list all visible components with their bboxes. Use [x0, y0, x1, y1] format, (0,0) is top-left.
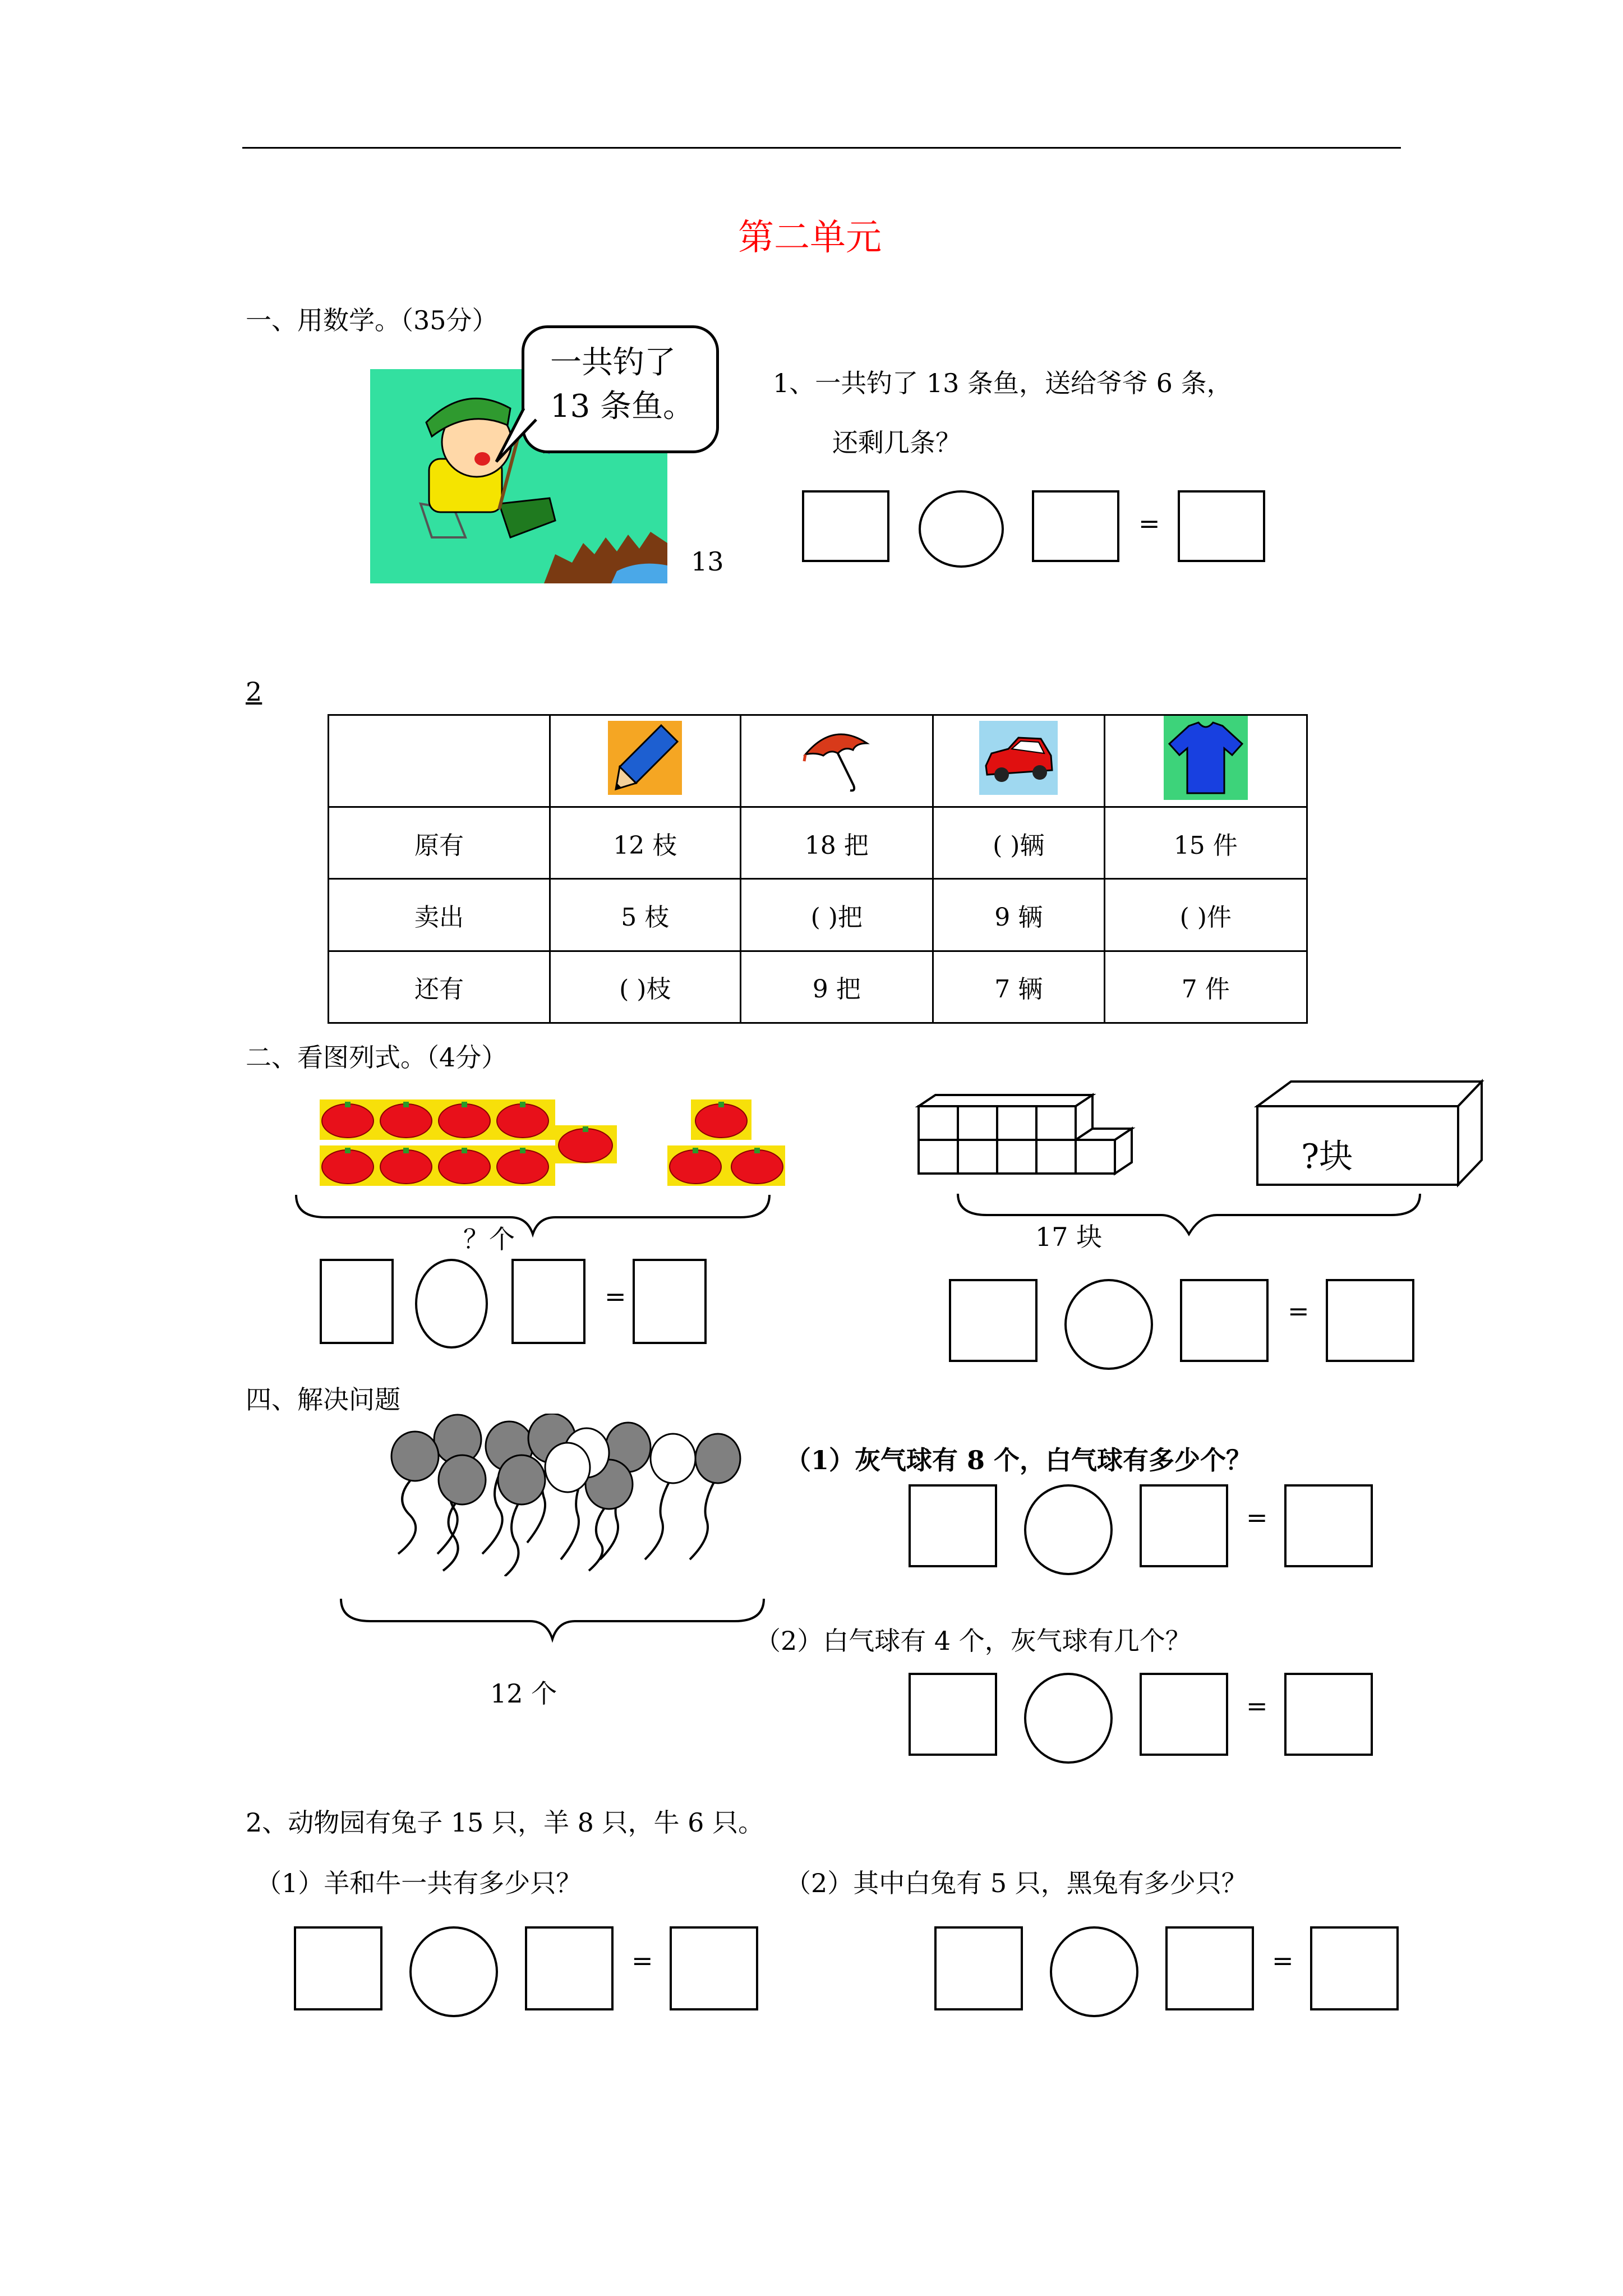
operator-circle[interactable] [409, 1926, 498, 2017]
answer-box[interactable] [1140, 1673, 1228, 1756]
equals-sign: = [1288, 1296, 1310, 1326]
answer-box[interactable] [525, 1926, 614, 2010]
answer-box[interactable] [1032, 490, 1119, 562]
answer-box[interactable] [949, 1279, 1038, 1362]
table-cell: 9 辆 [933, 879, 1104, 951]
q2-label: 2 [246, 677, 262, 707]
operator-circle[interactable] [1064, 1279, 1153, 1370]
table-cell[interactable]: ( )件 [1104, 879, 1307, 951]
operator-circle[interactable] [1050, 1926, 1138, 2017]
section5-q1: （1）羊和牛一共有多少只？ [256, 1868, 582, 1898]
table-header-cell [550, 715, 740, 807]
answer-box[interactable] [294, 1926, 382, 2010]
header-rule [242, 147, 1401, 149]
pencil-icon [608, 721, 682, 795]
section4-heading: 四、解决问题 [246, 1384, 400, 1415]
boy-mouth [474, 452, 490, 466]
speech-bubble-tail [494, 408, 538, 464]
row-label: 卖出 [329, 879, 550, 951]
answer-box[interactable] [909, 1484, 997, 1567]
answer-box[interactable] [909, 1673, 997, 1756]
answer-box[interactable] [934, 1926, 1023, 2010]
tshirt-icon [1164, 716, 1248, 800]
answer-box[interactable] [1140, 1484, 1228, 1567]
table-cell: 7 件 [1104, 951, 1307, 1023]
answer-box[interactable] [1178, 490, 1265, 562]
section2-heading: 二、看图列式。（4分） [246, 1042, 508, 1073]
answer-box[interactable] [320, 1259, 394, 1344]
answer-box[interactable] [802, 490, 889, 562]
balloons-illustration [387, 1414, 751, 1576]
equals-sign: = [1272, 1945, 1294, 1976]
operator-circle[interactable] [415, 1259, 488, 1349]
section5-q2: （2）其中白兔有 5 只，黑兔有多少只？ [785, 1868, 1247, 1898]
equals-sign: = [1138, 508, 1160, 539]
row-label: 原有 [329, 807, 550, 879]
equals-sign: = [1246, 1502, 1268, 1533]
row-label: 还有 [329, 951, 550, 1023]
q1-text-line2: 还剩几条？ [832, 427, 961, 458]
section4-q1: （1）灰气球有 8 个，白气球有多少个？ [785, 1445, 1252, 1475]
bubble-line2: 13 条鱼。 [550, 388, 695, 425]
section4-q2: （2）白气球有 4 个，灰气球有几个？ [755, 1626, 1191, 1656]
side-number: 13 [691, 546, 724, 577]
answer-box[interactable] [1310, 1926, 1399, 2010]
answer-box[interactable] [1326, 1279, 1414, 1362]
q1-text-line1: 1、一共钓了 13 条鱼，送给爷爷 6 条， [773, 368, 1233, 398]
answer-box[interactable] [1180, 1279, 1269, 1362]
blocks-label: 17 块 [1035, 1222, 1103, 1252]
answer-box[interactable] [1165, 1926, 1254, 2010]
apples-brace [292, 1189, 774, 1240]
answer-box[interactable] [511, 1259, 585, 1344]
table-cell: 18 把 [740, 807, 933, 879]
sales-table [328, 714, 1308, 1024]
equals-sign: = [631, 1945, 653, 1976]
answer-box[interactable] [670, 1926, 758, 2010]
umbrella-icon [800, 721, 874, 795]
table-corner-cell [329, 715, 550, 807]
balloons-brace [336, 1594, 768, 1645]
bubble-line1: 一共钓了 [550, 344, 676, 381]
answer-box[interactable] [1284, 1484, 1373, 1567]
operator-circle[interactable] [1024, 1484, 1113, 1575]
table-cell: 9 把 [740, 951, 933, 1023]
speech-bubble [522, 325, 719, 453]
section1-heading: 一、用数学。（35分） [246, 305, 498, 335]
balloons-label: 12 个 [490, 1678, 557, 1709]
table-header-cell [1104, 715, 1307, 807]
table-cell[interactable]: ( )辆 [933, 807, 1104, 879]
operator-circle[interactable] [919, 490, 1004, 568]
equals-sign: = [1246, 1691, 1268, 1721]
table-cell: 15 件 [1104, 807, 1307, 879]
answer-box[interactable] [633, 1259, 707, 1344]
blocks-brace [953, 1189, 1424, 1240]
apples-label: ？个 [463, 1224, 515, 1254]
table-cell[interactable]: ( )枝 [550, 951, 740, 1023]
table-cell[interactable]: ( )把 [740, 879, 933, 951]
equals-sign: = [605, 1281, 626, 1312]
table-cell: 5 枝 [550, 879, 740, 951]
table-cell: 12 枝 [550, 807, 740, 879]
section5-question: 2、动物园有兔子 15 只，羊 8 只，牛 6 只。 [246, 1807, 764, 1838]
blocks-box-label: ?块 [1301, 1137, 1353, 1176]
table-header-cell [740, 715, 933, 807]
answer-box[interactable] [1284, 1673, 1373, 1756]
page-title: 第二单元 [738, 217, 882, 259]
car-icon [979, 721, 1058, 795]
table-header-cell [933, 715, 1104, 807]
table-cell: 7 辆 [933, 951, 1104, 1023]
operator-circle[interactable] [1024, 1673, 1113, 1764]
